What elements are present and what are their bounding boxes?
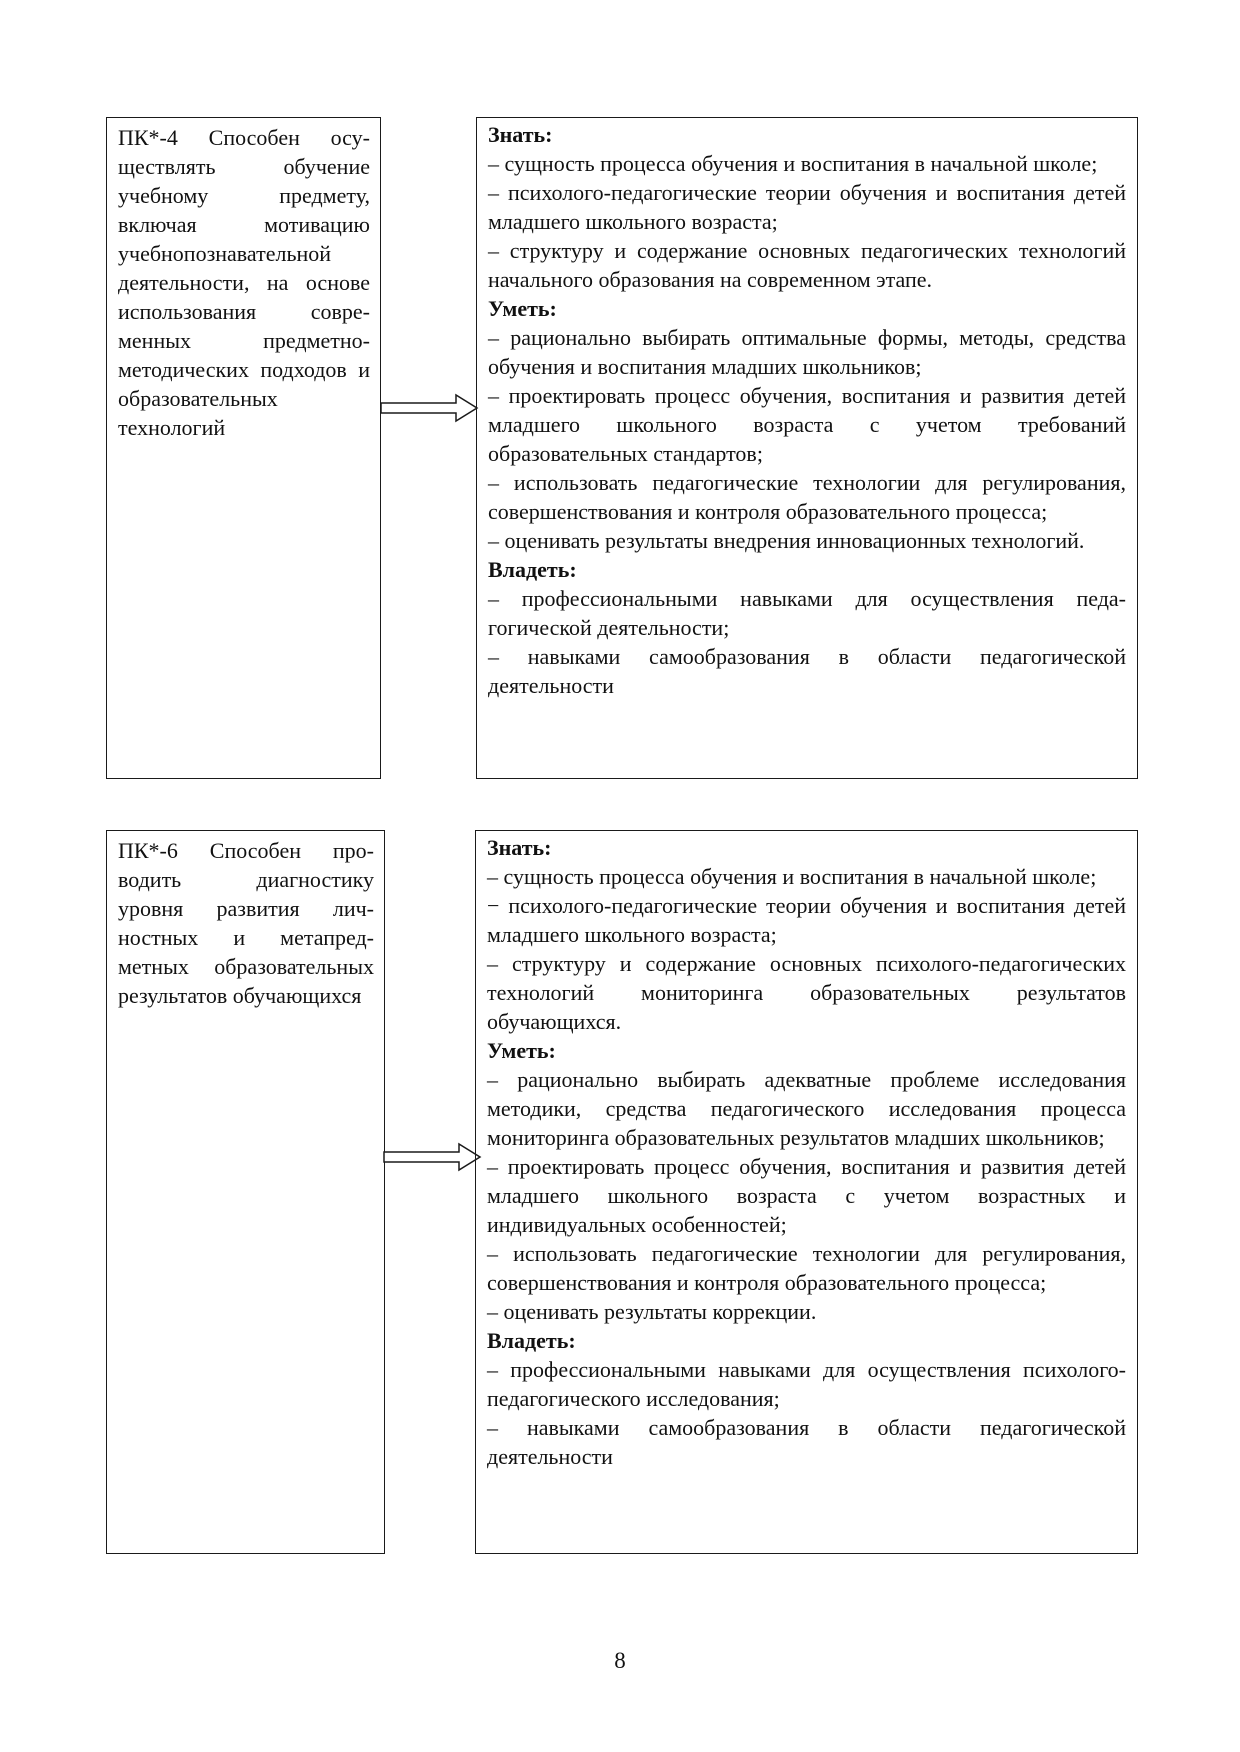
outcomes-box-pk6 — [475, 830, 1138, 1554]
master-heading: Владеть: — [487, 1328, 576, 1353]
arrow-right-icon — [383, 1143, 483, 1171]
outcomes-box-pk4 — [476, 117, 1138, 779]
master-item: – навыками самообразования в области педагогической деятельности — [487, 1415, 1126, 1469]
arrow-right-icon — [380, 394, 480, 422]
able-item: – рационально выбирать оптимальные формы, методы, средства обучения и воспитания младших школьников; — [488, 325, 1126, 379]
able-heading: Уметь: — [488, 296, 557, 321]
able-heading: Уметь: — [487, 1038, 556, 1063]
able-item: – рационально выбирать адекватные проблеме исследования методики, средства педагогического исследования процесса мониторинга образовательных результатов младших школьников; — [487, 1067, 1126, 1150]
master-heading: Владеть: — [488, 557, 577, 582]
competency-box-pk4 — [106, 117, 381, 779]
know-item: – сущность процесса обучения и воспитания в начальной школе; — [488, 151, 1098, 176]
page-number: 8 — [614, 1648, 626, 1673]
know-item: − психолого-педагогические теории обучения и воспитания детей младшего школьного возраста; — [487, 893, 1126, 947]
know-item: – сущность процесса обучения и воспитания в начальной школе; — [487, 864, 1097, 889]
know-item: – структуру и содержание основных педагогических технологий начального образования на современном этапе. — [488, 238, 1126, 292]
master-item: – профессиональными навыками для осуществления педагогической деятельности; — [488, 586, 1126, 640]
competency-text-pk4: ПК*-4 Способен осуществлять обучение учебному предмету, включая мотивацию учебнопознавательной деятельности, на основе использования современных предметнометодических подходов и образовательных технологий — [118, 125, 370, 440]
able-item: – использовать педагогические технологии для регулирования, совершенствования и контроля образовательного процесса; — [488, 470, 1126, 524]
know-heading: Знать: — [488, 122, 553, 147]
know-item: – психолого-педагогические теории обучения и воспитания детей младшего школьного возраста; — [488, 180, 1126, 234]
know-item: – структуру и содержание основных психолого-педагогических технологий мониторинга образовательных результатов обучающихся. — [487, 951, 1126, 1034]
able-item: – проектировать процесс обучения, воспитания и развития детей младшего школьного возраста с учетом требований образовательных стандартов; — [488, 383, 1126, 466]
able-item: – проектировать процесс обучения, воспитания и развития детей младшего школьного возраста с учетом возрастных и индивидуальных особенностей; — [487, 1154, 1126, 1237]
able-item: – оценивать результаты коррекции. — [487, 1299, 817, 1324]
competency-box-pk6 — [106, 830, 385, 1554]
able-item: – оценивать результаты внедрения инновационных технологий. — [488, 528, 1085, 553]
know-heading: Знать: — [487, 835, 552, 860]
master-item: – навыками самообразования в области педагогической деятельности — [488, 644, 1126, 698]
master-item: – профессиональными навыками для осуществления психолого-педагогического исследования; — [487, 1357, 1126, 1411]
able-item: – использовать педагогические технологии для регулирования, совершенствования и контроля образовательного процесса; — [487, 1241, 1126, 1295]
competency-text-pk6: ПК*-6 Способен проводить диагностику уровня развития личностных и метапредметных образовательных результатов обучающихся — [118, 838, 374, 1008]
